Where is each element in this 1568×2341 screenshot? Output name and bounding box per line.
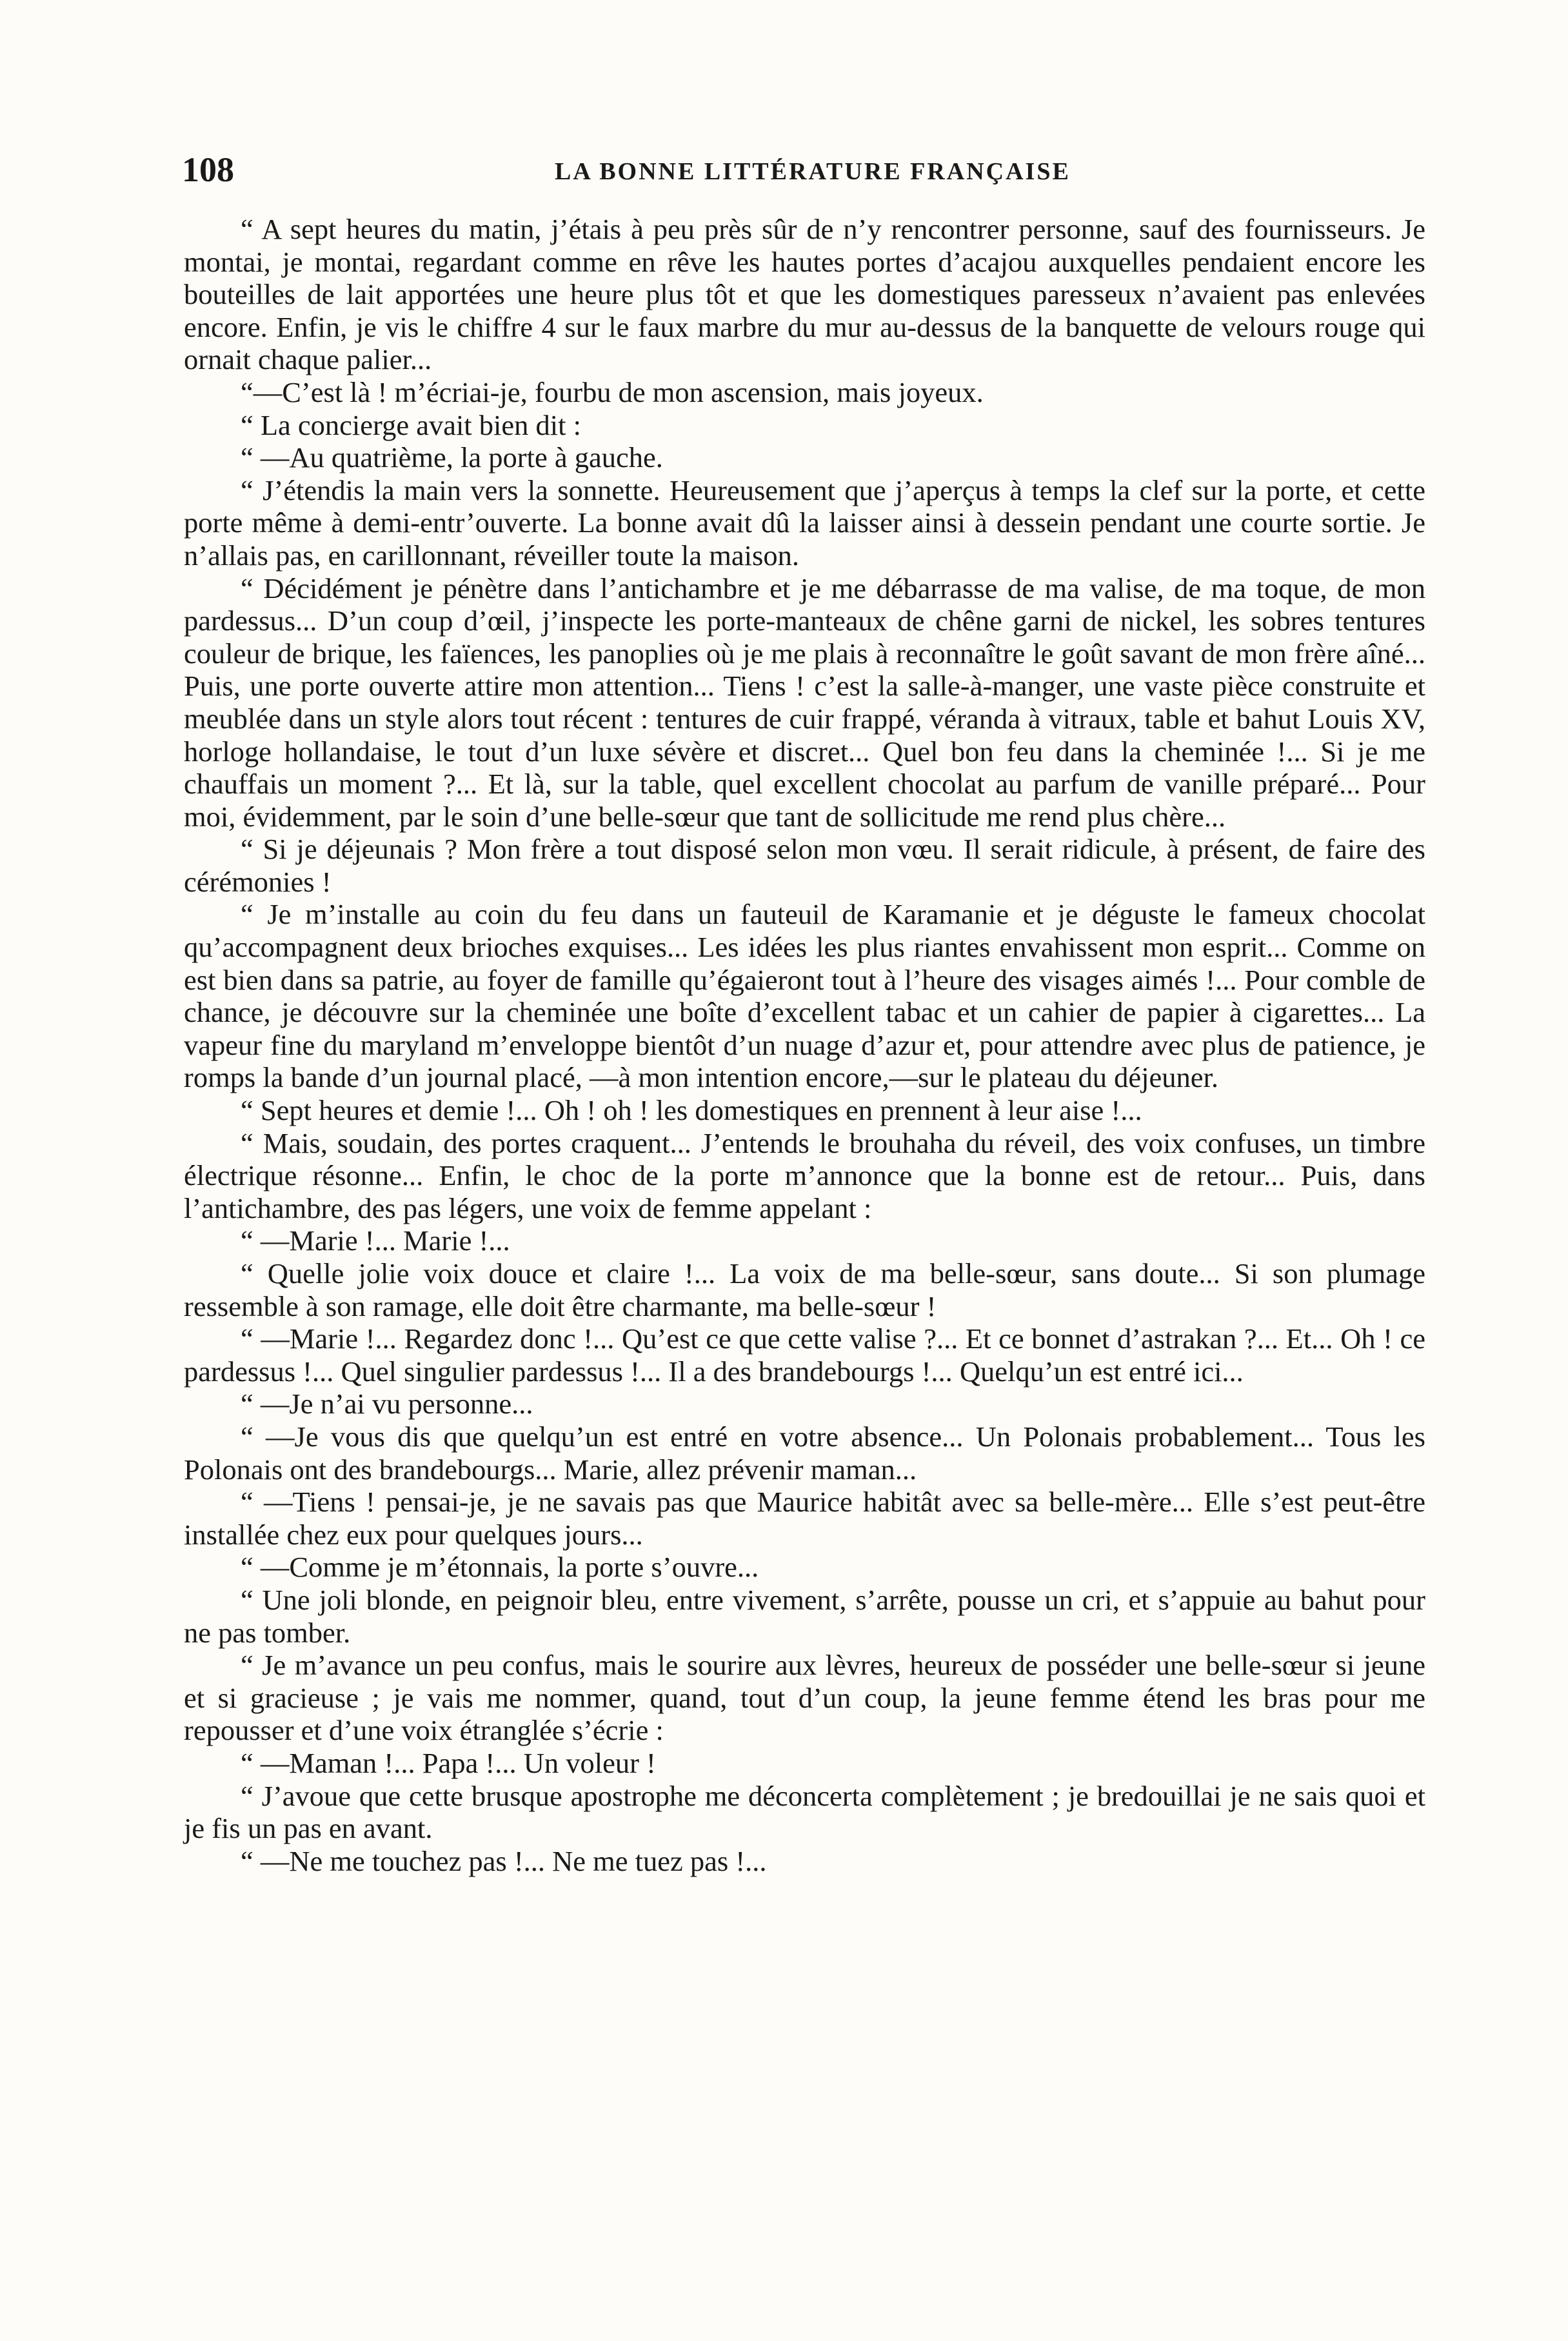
body-text bbox=[184, 213, 1425, 1877]
paragraph: “ Décidément je pénètre dans l’antichambre et je me débarrasse de ma valise, de ma toque, de mon pardessus... D’un coup d’œil, j’inspecte les porte-manteaux de chêne garni de nickel, les sobres tentures couleur de brique, les faïences, les panoplies où je me plais à reconnaître le goût savant de mon frère aîné... Puis, une porte ouverte attire mon attention... Tiens ! c’est la salle-à-manger, une vaste pièce construite et meublée dans un style alors tout récent : tentures de cuir frappé, véranda à vitraux, table et bahut Louis XV, horloge hollandaise, le tout d’un luxe sévère et discret... Quel bon feu dans la cheminée !... Si je me chauffais un moment ?... Et là, sur la table, quel excellent chocolat au parfum de vanille préparé... Pour moi, évidemment, par le soin d’une belle-sœur que tant de sollicitude me rend plus chère... bbox=[184, 572, 1425, 833]
paragraph: “ Quelle jolie voix douce et claire !... La voix de ma belle-sœur, sans doute... Si son plumage ressemble à son ramage, elle doit être charmante, ma belle-sœur ! bbox=[184, 1257, 1425, 1322]
paragraph: “ La concierge avait bien dit : bbox=[241, 408, 582, 441]
paragraph: “ —Comme je m’étonnais, la porte s’ouvre... bbox=[241, 1551, 759, 1584]
paragraph: “ —Je vous dis que quelqu’un est entré en votre absence... Un Polonais probablement... Tous les Polonais ont des brandebourgs... Marie, allez prévenir maman... bbox=[184, 1420, 1425, 1486]
paragraph: “ Je m’avance un peu confus, mais le sourire aux lèvres, heureux de posséder une belle-sœur si jeune et si gracieuse ; je vais me nommer, quand, tout d’un coup, la jeune femme étend les bras pour me repousser et d’une voix étranglée s’écrie : bbox=[184, 1649, 1425, 1747]
paragraph: “ —Au quatrième, la porte à gauche. bbox=[241, 441, 663, 474]
paragraph: “ Je m’installe au coin du feu dans un fauteuil de Karamanie et je déguste le fameux chocolat qu’accompagnent deux brioches exquises... Les idées les plus riantes envahissent mon esprit... Comme on est bien dans sa patrie, au foyer de famille qu’égaieront tout à l’heure des visages aimés !... Pour comble de chance, je découvre sur la cheminée une boîte d’excellent tabac et un cahier de papier à cigarettes... La vapeur fine du maryland m’enveloppe bientôt d’un nuage d’azur et, pour attendre avec plus de patience, je romps la bande d’un journal placé, —à mon intention encore,—sur le plateau du déjeuner. bbox=[184, 898, 1425, 1094]
paragraph: “ Mais, soudain, des portes craquent... J’entends le brouhaha du réveil, des voix confuses, un timbre électrique résonne... Enfin, le choc de la porte m’annonce que la bonne est de retour... Puis, dans l’antichambre, des pas légers, une voix de femme appelant : bbox=[184, 1126, 1425, 1224]
paragraph: “ —Marie !... Regardez donc !... Qu’est ce que cette valise ?... Et ce bonnet d’astrakan ?... Et... Oh ! ce pardessus !... Quel singulier pardessus !... Il a des brandebourgs !... Quelqu’un est entré ici... bbox=[184, 1322, 1425, 1388]
paragraph: “ Si je déjeunais ? Mon frère a tout disposé selon mon vœu. Il serait ridicule, à présent, de faire des cérémonies ! bbox=[184, 833, 1425, 898]
paragraph: “ J’étendis la main vers la sonnette. Heureusement que j’aperçus à temps la clef sur la porte, et cette porte même à demi-entr’ouverte. La bonne avait dû la laisser ainsi à dessein pendant une courte sortie. Je n’allais pas, en carillonnant, réveiller toute la maison. bbox=[184, 473, 1425, 572]
running-title: LA BONNE LITTÉRATURE FRANÇAISE bbox=[555, 158, 1071, 185]
page-number: 108 bbox=[182, 150, 234, 189]
paragraph: “ —Maman !... Papa !... Un voleur ! bbox=[241, 1746, 656, 1779]
paragraph: “ —Tiens ! pensai-je, je ne savais pas que Maurice habitât avec sa belle-mère... Elle s’est peut-être installée chez eux pour quelques jours... bbox=[184, 1486, 1425, 1551]
paragraph: “ A sept heures du matin, j’étais à peu près sûr de n’y rencontrer personne, sauf des fournisseurs. Je montai, je montai, regardant comme en rêve les hautes portes d’acajou auxquelles pendaient encore les bouteilles de lait apportées une heure plus tôt et que les domestiques paresseux n’avaient pas enlevées encore. Enfin, je vis le chiffre 4 sur le faux marbre du mur au-dessus de la banquette de velours rouge qui ornait chaque palier... bbox=[184, 213, 1425, 376]
paragraph: “ J’avoue que cette brusque apostrophe me déconcerta complètement ; je bredouillai je ne sais quoi et je fis un pas en avant. bbox=[184, 1779, 1425, 1845]
paragraph: “ Une joli blonde, en peignoir bleu, entre vivement, s’arrête, pousse un cri, et s’appuie au bahut pour ne pas tomber. bbox=[184, 1583, 1425, 1649]
paragraph: “ Sept heures et demie !... Oh ! oh ! les domestiques en prennent à leur aise !... bbox=[241, 1094, 1142, 1127]
paragraph: “ —Je n’ai vu personne... bbox=[241, 1388, 533, 1420]
paragraph: “ —Ne me touchez pas !... Ne me tuez pas !... bbox=[241, 1844, 767, 1877]
paragraph: “ —Marie !... Marie !... bbox=[241, 1224, 510, 1257]
paragraph: “—C’est là ! m’écriai-je, fourbu de mon ascension, mais joyeux. bbox=[241, 375, 984, 408]
